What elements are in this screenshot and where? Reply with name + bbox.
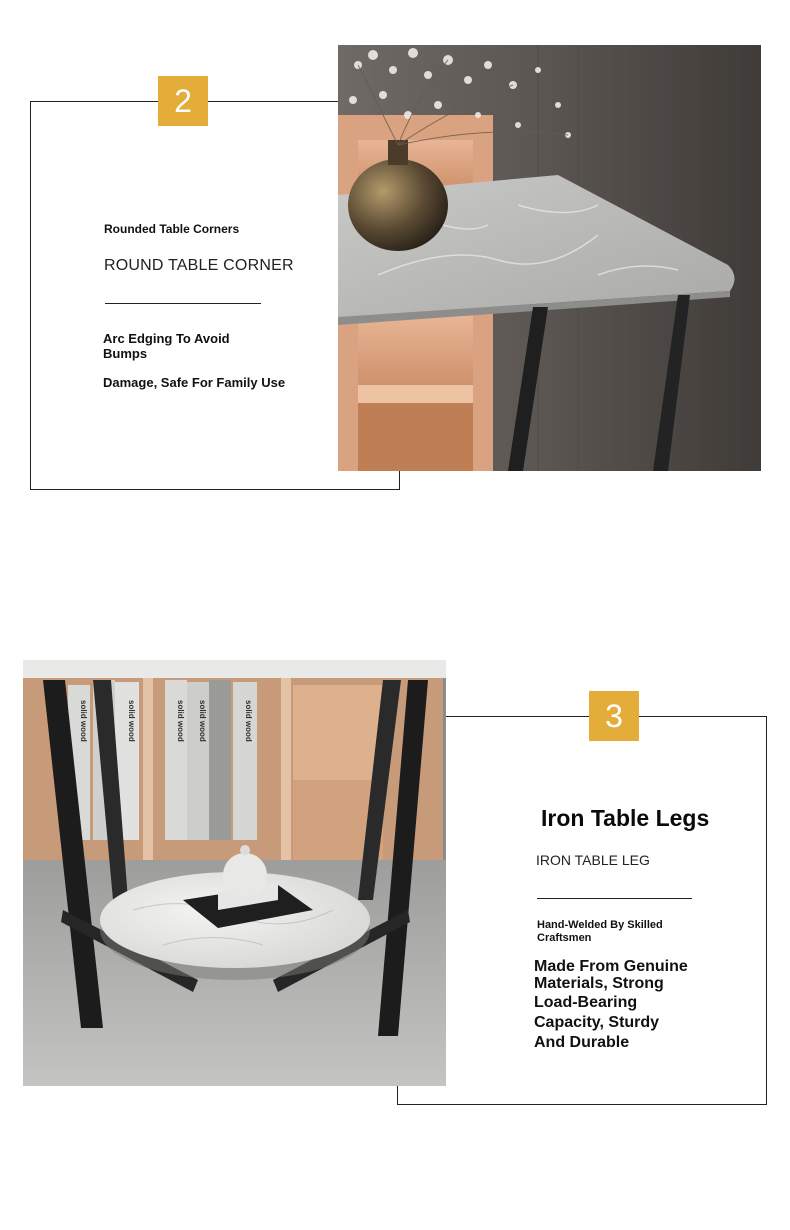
step-number-badge: 2 bbox=[158, 76, 208, 126]
book-spine-text: solid wood bbox=[79, 700, 88, 742]
small-description-line-1: Hand-Welded By Skilled bbox=[537, 919, 663, 931]
book-spine-text: solid wood bbox=[198, 700, 207, 742]
body-line-4: Capacity, Sturdy bbox=[534, 1014, 660, 1031]
section-heading: Iron Table Legs bbox=[541, 805, 710, 831]
table-corner-photo bbox=[338, 45, 761, 471]
book-spine-text: solid wood bbox=[244, 700, 253, 742]
section-subtitle: IRON TABLE LEG bbox=[536, 852, 650, 868]
description-line-3: Damage, Safe For Family Use bbox=[103, 375, 286, 390]
section-heading: Rounded Table Corners bbox=[104, 222, 240, 236]
small-description-line-2: Craftsmen bbox=[537, 932, 592, 944]
divider-line bbox=[105, 303, 261, 304]
body-line-5: And Durable bbox=[534, 1034, 630, 1051]
description-line-1: Arc Edging To Avoid bbox=[103, 331, 230, 346]
body-line-2: Materials, Strong bbox=[534, 975, 664, 992]
body-line-3: Load-Bearing bbox=[534, 994, 638, 1011]
book-spine-text: solid wood bbox=[176, 700, 185, 742]
table-legs-photo bbox=[23, 660, 446, 1086]
section-subtitle: ROUND TABLE CORNER bbox=[104, 257, 294, 274]
body-line-1: Made From Genuine bbox=[534, 958, 688, 975]
step-number-badge: 3 bbox=[589, 691, 639, 741]
book-spine-text: solid wood bbox=[127, 700, 136, 742]
divider-line bbox=[537, 898, 692, 899]
description-line-2: Bumps bbox=[103, 346, 148, 361]
